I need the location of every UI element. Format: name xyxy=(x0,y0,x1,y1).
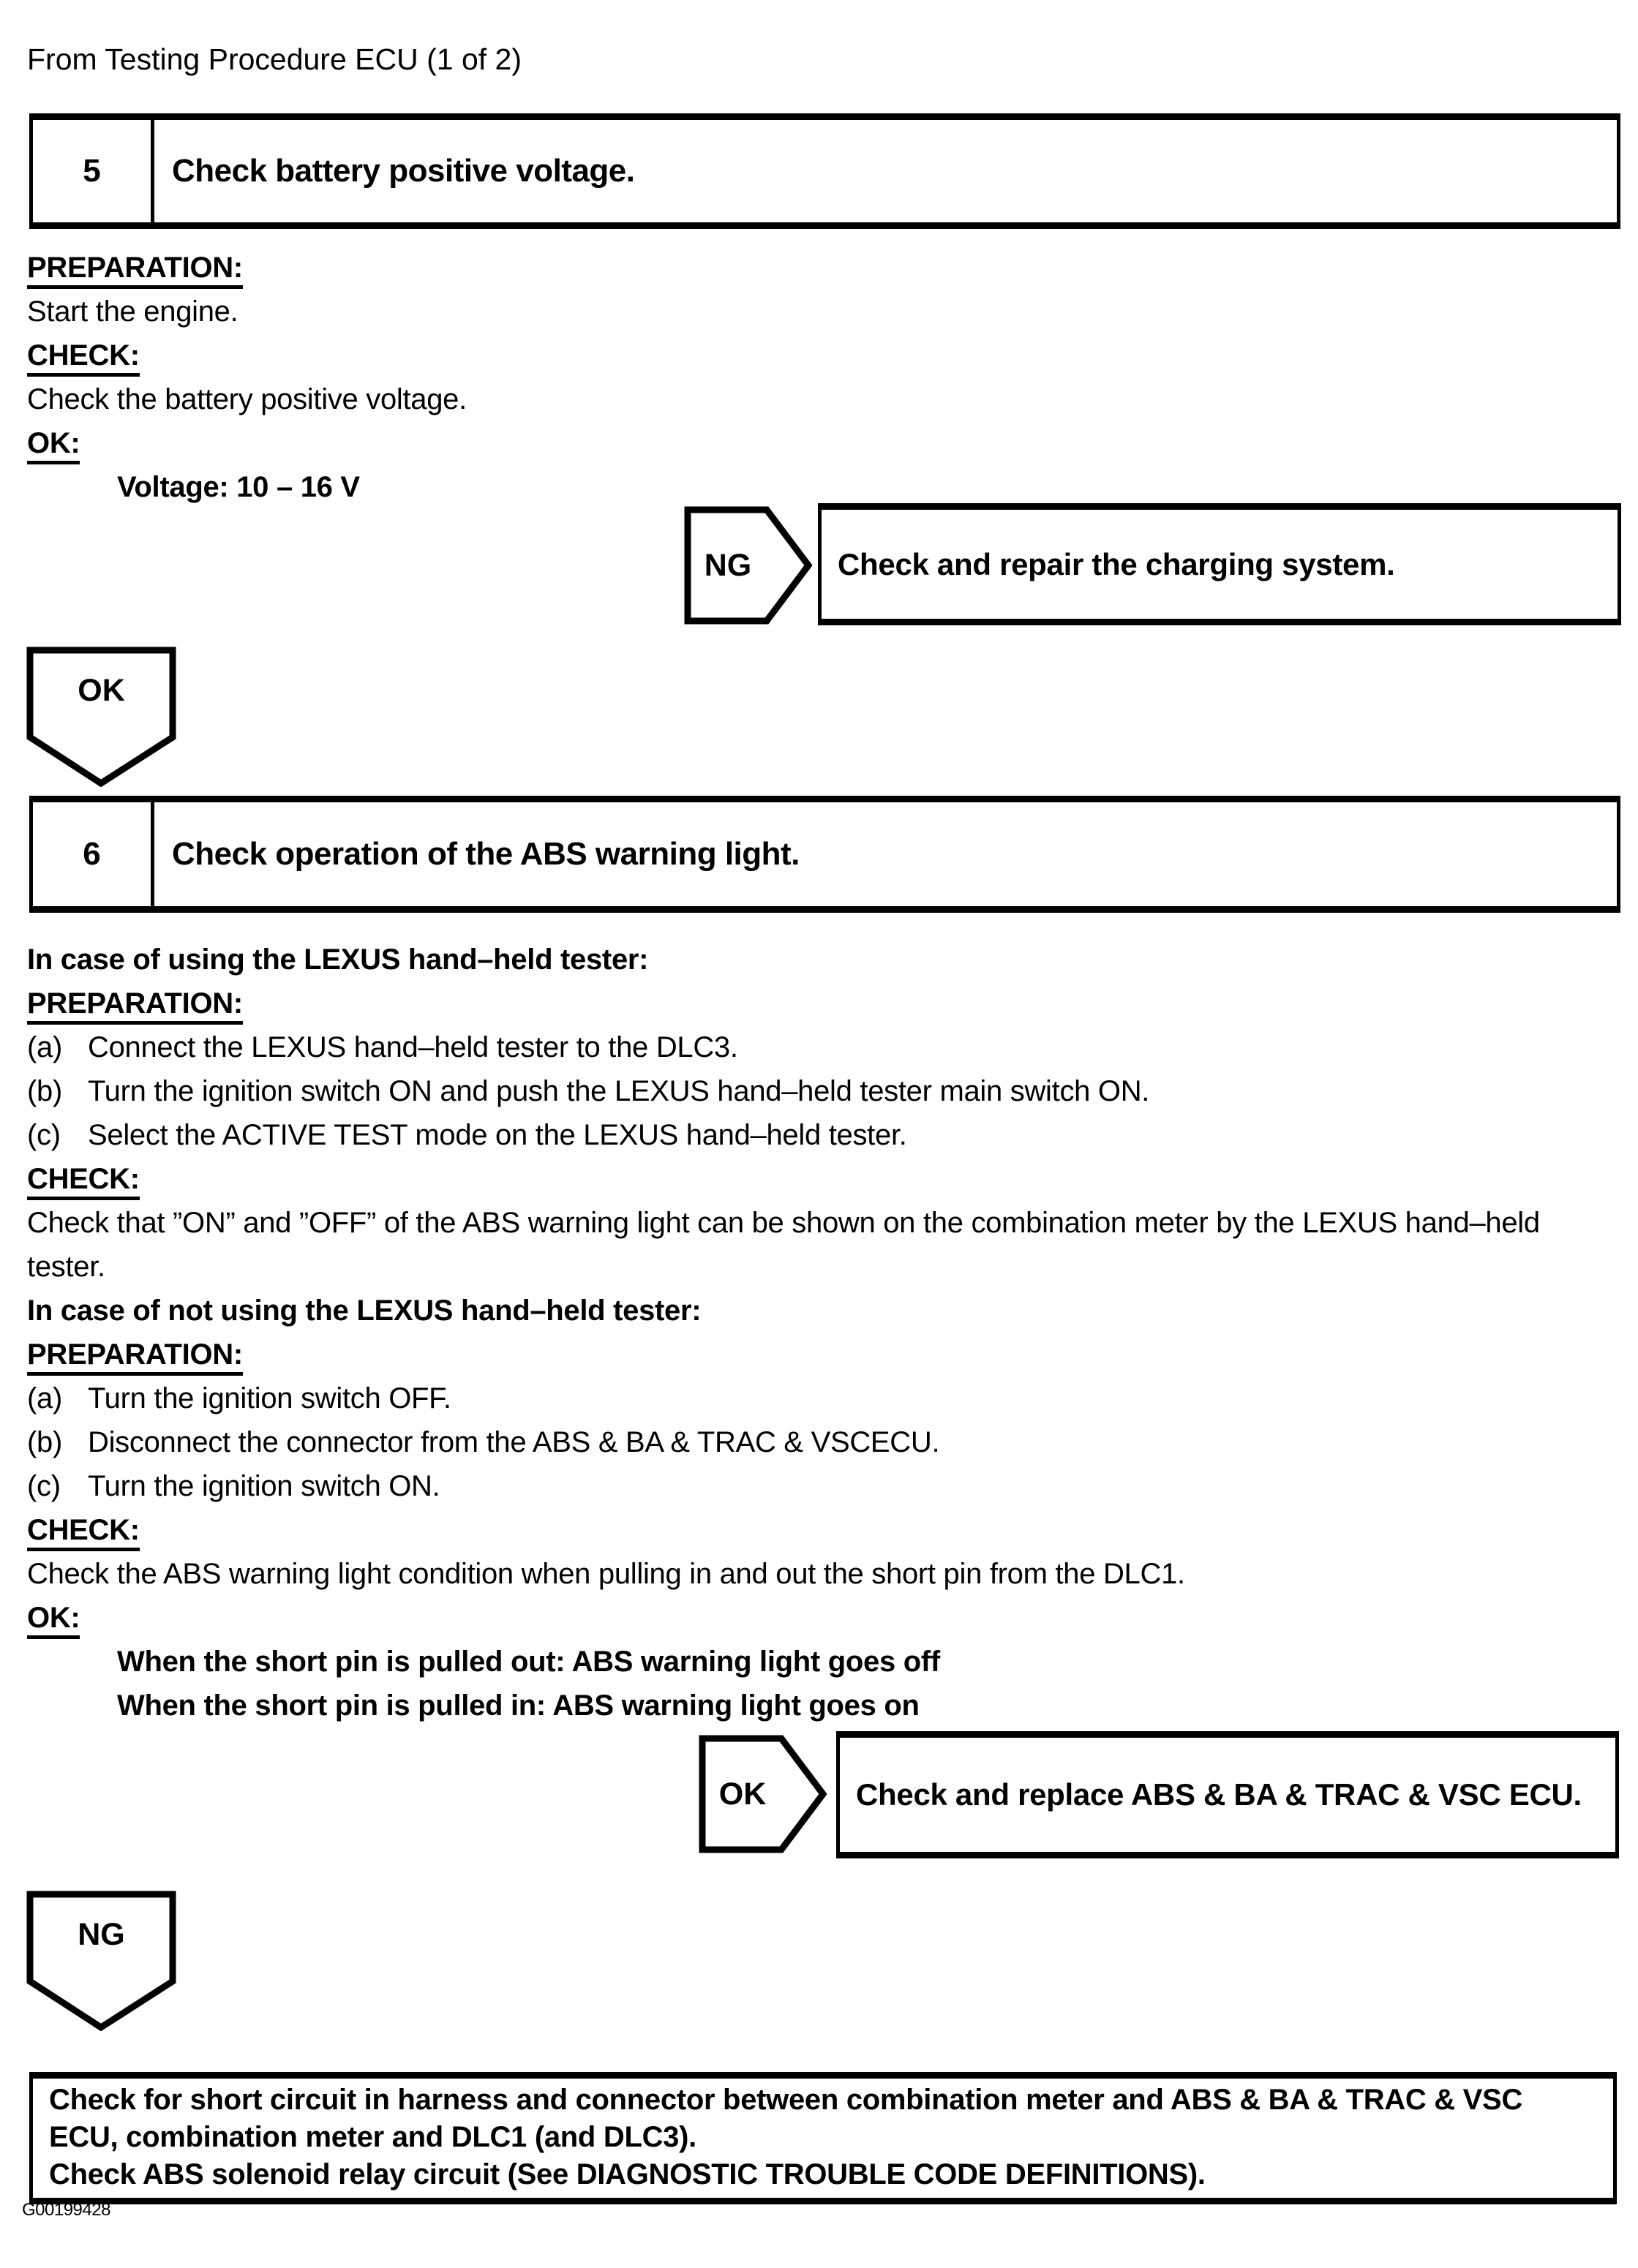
header-note: From Testing Procedure ECU (1 of 2) xyxy=(27,42,522,76)
case1-heading: In case of using the LEXUS hand–held tester: xyxy=(27,943,649,976)
ng-down-arrow-icon xyxy=(26,1891,176,2031)
ok-badge: OK xyxy=(718,1776,767,1812)
ok-connector-label: OK xyxy=(78,673,125,708)
step5-ok-label: OK: xyxy=(27,427,80,464)
step-5-title: Check battery positive voltage. xyxy=(172,153,635,189)
case2-check-text: Check the ABS warning light condition when pulling in and out the short pin from the DLC1. xyxy=(27,1558,1185,1590)
figure-code: G00199428 xyxy=(22,2200,110,2220)
step5-preparation-label: PREPARATION: xyxy=(27,252,243,289)
case1-item-b: (b) Turn the ignition switch ON and push the LEXUS hand–held tester main switch ON. xyxy=(27,1075,1150,1107)
step5-ng-action-text: Check and repair the charging system. xyxy=(838,546,1395,581)
ok-connector xyxy=(26,647,176,787)
step5-ng-branch xyxy=(684,506,812,625)
case1-item-c: (c) Select the ACTIVE TEST mode on the LEXUS hand–held tester. xyxy=(27,1119,907,1151)
case2-item-b: (b) Disconnect the connector from the ABS & BA & TRAC & VSCECU. xyxy=(27,1426,940,1458)
step6-ok-spec-out: When the short pin is pulled out: ABS warning light goes off xyxy=(117,1646,940,1678)
step5-preparation-text: Start the engine. xyxy=(27,295,238,328)
case2-check-label: CHECK: xyxy=(27,1514,140,1551)
case2-heading: In case of not using the LEXUS hand–held tester: xyxy=(27,1295,702,1327)
ng-connector xyxy=(26,1891,176,2031)
ok-down-arrow-icon xyxy=(26,647,176,787)
step6-ok-spec-in: When the short pin is pulled in: ABS warning light goes on xyxy=(117,1689,920,1722)
ng-badge: NG xyxy=(704,547,752,583)
case2-preparation-label: PREPARATION: xyxy=(27,1338,243,1376)
step-5-number: 5 xyxy=(33,120,154,222)
ng-connector-label: NG xyxy=(78,1917,125,1952)
step5-check-text: Check the battery positive voltage. xyxy=(27,383,467,415)
step6-ok-action-box xyxy=(836,1731,1619,1858)
step-6-box xyxy=(29,796,1620,913)
step-6-details xyxy=(27,938,1626,1728)
case2-item-a: (a) Turn the ignition switch OFF. xyxy=(27,1382,451,1414)
case1-item-a: (a) Connect the LEXUS hand–held tester to the DLC3. xyxy=(27,1031,738,1063)
ng-result-line-2: Check ABS solenoid relay circuit (See DIAGNOSTIC TROUBLE CODE DEFINITIONS). xyxy=(49,2158,1206,2190)
step-5-details xyxy=(27,246,1622,509)
step-6-number: 6 xyxy=(33,802,154,906)
ng-result-box xyxy=(29,2072,1617,2204)
case1-preparation-label: PREPARATION: xyxy=(27,987,243,1025)
step5-ng-action-box xyxy=(818,503,1621,625)
step5-check-label: CHECK: xyxy=(27,339,140,377)
case1-check-text: Check that ”ON” and ”OFF” of the ABS warning light can be shown on the combination meter by the LEXUS hand–held tester. xyxy=(27,1207,1540,1283)
step6-ok-label: OK: xyxy=(27,1602,80,1639)
step5-ok-spec: Voltage: 10 – 16 V xyxy=(117,471,360,503)
case1-check-label: CHECK: xyxy=(27,1163,140,1200)
step-5-box xyxy=(29,113,1620,229)
step6-ok-branch xyxy=(699,1735,827,1853)
case2-item-c: (c) Turn the ignition switch ON. xyxy=(27,1470,440,1502)
step-6-title: Check operation of the ABS warning light. xyxy=(172,836,800,872)
ng-result-line-1: Check for short circuit in harness and connector between combination meter and ABS & BA & TRAC & VSC ECU, combination meter and DLC1 (and DLC3). xyxy=(49,2084,1523,2153)
step6-ok-action-text: Check and replace ABS & BA & TRAC & VSC ECU. xyxy=(856,1777,1582,1812)
